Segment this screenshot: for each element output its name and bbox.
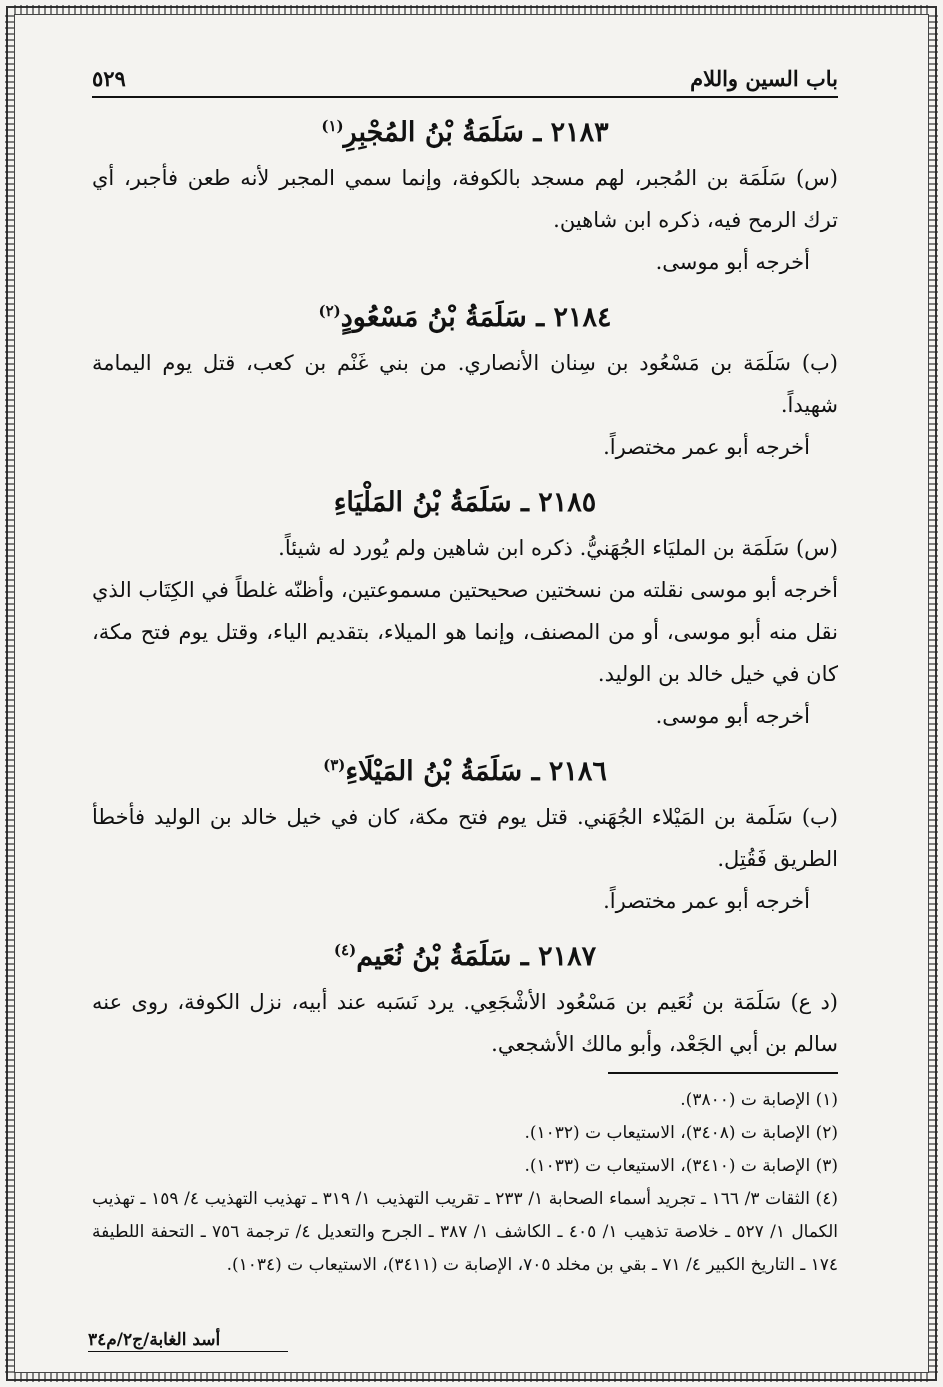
entry-title	[92, 478, 838, 521]
signature-mark: أسد الغابة/ج٢/م٣٤	[88, 1330, 288, 1352]
decorative-border-right	[929, 14, 938, 1373]
entry-source: أخرجه أبو موسى.	[655, 704, 810, 728]
entry-heading: ٢١٨٦ ـ سَلَمَةُ بْنُ المَيْلَاءِ	[345, 756, 607, 787]
footnote-ref: (١)	[321, 117, 344, 135]
entry-heading: ٢١٨٤ ـ سَلَمَةُ بْنُ مَسْعُودٍ	[340, 302, 612, 333]
running-head	[92, 62, 838, 98]
footnote: (٢) الإصابة ت (٣٤٠٨)، الاستيعاب ت (١٠٣٢).	[524, 1123, 838, 1143]
entry-text: (ب) سَلَمة بن المَيْلاء الجُهَني. قتل يوم فتح مكة، كان في خيل خالد بن الوليد فأخطأ الطريق فَقُتِل.	[92, 805, 838, 871]
footnote-ref: (٤)	[333, 941, 357, 959]
entry-heading: ٢١٨٧ ـ سَلَمَةُ بْنُ نُعَيم	[356, 941, 597, 972]
entry-text: (س) سَلَمَة بن المُجبر، لهم مسجد بالكوفة، وإنما سمي المجبر لأنه طعن فأجبر، أي ترك الرمح فيه، ذكره ابن شاهين.	[92, 166, 838, 232]
footnote-ref: (٣)	[323, 756, 346, 774]
footnote: (٤) الثقات ٣/ ١٦٦ ـ تجريد أسماء الصحابة ١/ ٢٣٣ ـ تقريب التهذيب ١/ ٣١٩ ـ تهذيب التهذيب ٤/ ١٥٩ ـ تهذيب الكمال ١/ ٥٢٧ ـ خلاصة تذهيب ١/ ٤٠٥ ـ الكاشف ١/ ٣٨٧ ـ الجرح والتعديل ٤/ ترجمة ٧٥٦ ـ التحفة اللطيفة ١٧٤ ـ التاريخ الكبير ٤/ ٧١ ـ بقي بن مخلد ٧٠٥، الإصابة ت (٣٤١١)، الاستيعاب ت (١٠٣٤).	[92, 1189, 838, 1275]
decorative-border-bottom	[14, 1373, 929, 1382]
entry	[92, 478, 838, 737]
entry-title	[92, 932, 838, 975]
entry-source: أخرجه أبو موسى.	[655, 250, 810, 274]
decorative-border-top	[14, 5, 929, 14]
entry	[92, 293, 838, 468]
entry-heading: ٢١٨٣ ـ سَلَمَةُ بْنُ المُجْبِرِ	[343, 117, 609, 148]
page-number: ٥٢٩	[92, 66, 126, 91]
entry-heading: ٢١٨٥ ـ سَلَمَةُ بْنُ المَلْيَاءِ	[333, 487, 597, 518]
entry-title	[92, 747, 838, 790]
entry-text: (د ع) سَلَمَة بن نُعَيم بن مَسْعُود الأشْجَعِي. يرد نَسَبه عند أبيه، نزل الكوفة، روى عنه سالم بن أبي الجَعْد، وأبو مالك الأشجعي.	[92, 990, 838, 1056]
entry-source: أخرجه أبو عمر مختصراً.	[603, 435, 810, 459]
entry-text: (س) سَلَمَة بن المليَاء الجُهَنيُّ. ذكره ابن شاهين ولم يُورد له شيئاً.	[278, 536, 838, 560]
entry-text: (ب) سَلَمَة بن مَسْعُود بن سِنان الأنصاري. من بني غَنْم بن كعب، قتل يوم اليمامة شهيداً.	[92, 351, 838, 417]
chapter-title: باب السين واللام	[690, 66, 838, 91]
entry-title	[92, 293, 838, 336]
footnote: (١) الإصابة ت (٣٨٠٠).	[680, 1090, 838, 1110]
footnote-ref: (٢)	[318, 302, 341, 320]
footnotes	[92, 1072, 838, 1282]
entry-source: أخرجه أبو عمر مختصراً.	[603, 889, 810, 913]
footnote-rule	[608, 1072, 838, 1074]
entry-text: أخرجه أبو موسى نقلته من نسختين صحيحتين مسموعتين، وأظنّه غلطاً في الكِتَاب الذي نقل منه أبو موسى، أو من المصنف، وإنما هو الميلاء، بتقديم الياء، وقتل يوم فتح مكة، كان في خيل خالد بن الوليد.	[92, 578, 838, 686]
decorative-border-left	[5, 14, 14, 1373]
footnote: (٣) الإصابة ت (٣٤١٠)، الاستيعاب ت (١٠٣٣).	[524, 1156, 838, 1176]
entry	[92, 932, 838, 1065]
entry	[92, 108, 838, 283]
entry	[92, 747, 838, 922]
page-content	[92, 62, 838, 1312]
entry-title	[92, 108, 838, 151]
